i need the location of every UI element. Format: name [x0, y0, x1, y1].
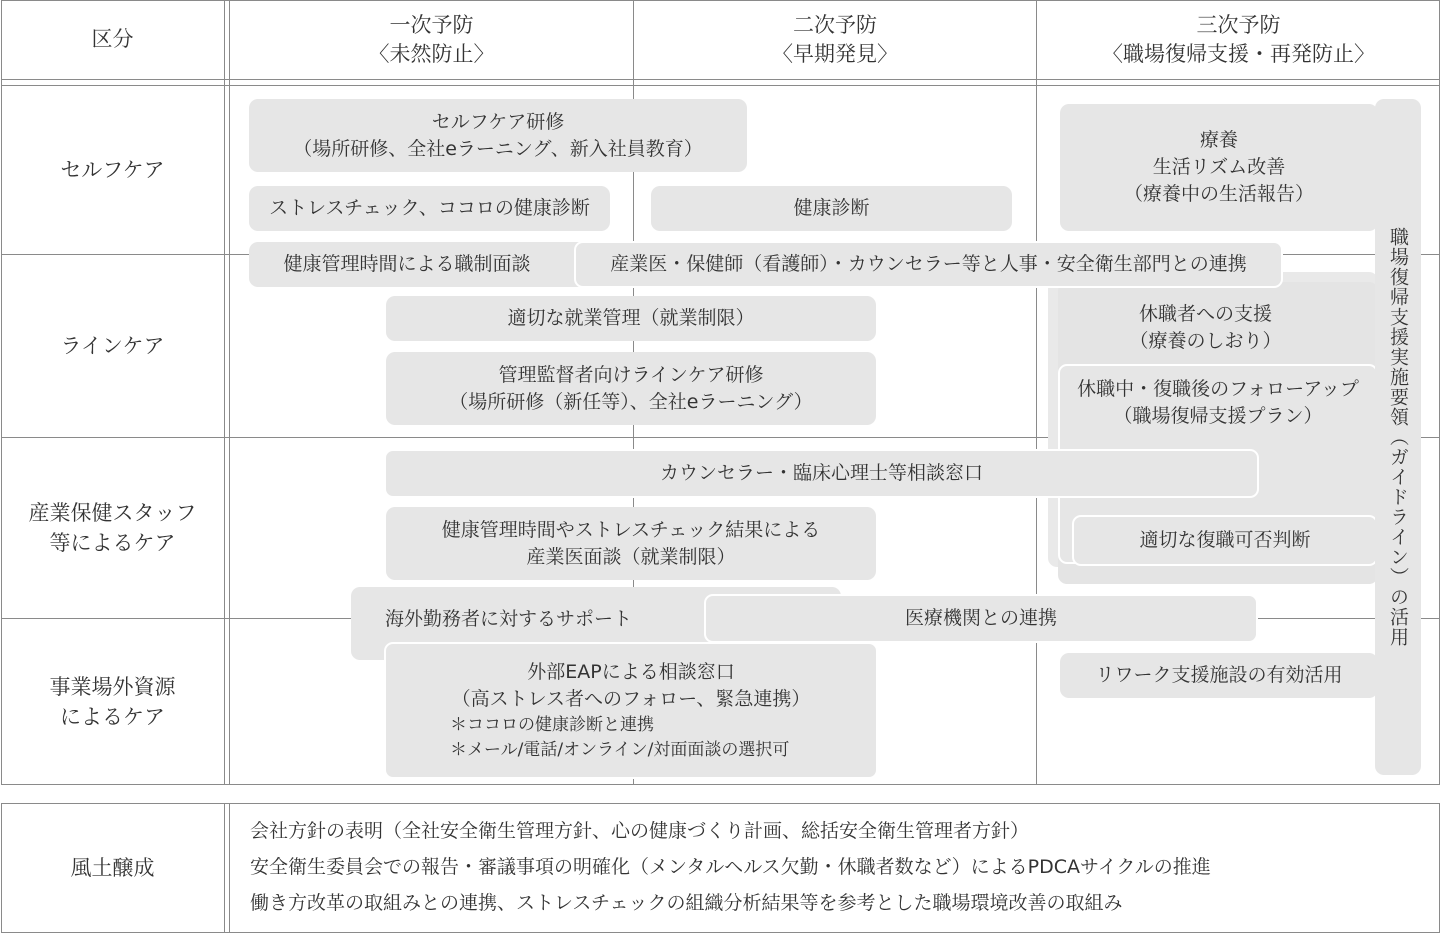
manager-training-line1: 管理監督者向けラインケア研修: [498, 363, 764, 386]
selfcare-training-box: [249, 99, 747, 172]
recuperation-line2: 生活リズム改善: [1152, 156, 1286, 178]
selfcare-training-line2: （場所研修、全社eラーニング、新入社員教育）: [293, 137, 703, 160]
coordination-label: 産業医・保健師（看護師）・カウンセラー等と人事・安全衛生部門との連携: [610, 253, 1247, 275]
header-secondary-title: 二次予防: [793, 12, 877, 37]
header-primary-title: 一次予防: [389, 12, 474, 37]
followup-line2: （職場復帰支援プラン）: [1113, 405, 1323, 427]
stress-check-label: ストレスチェック、ココロの健康診断: [269, 197, 590, 219]
header-tertiary-subtitle: 〈職場復帰支援・再発防止〉: [1102, 41, 1375, 66]
physician-interview-box: [386, 507, 876, 580]
row-label-line-care: [1, 255, 224, 437]
overseas-support-label: 海外勤務者に対するサポート: [385, 608, 633, 630]
coordination-box: [574, 241, 1283, 288]
leave-support-line2: （療養のしおり）: [1129, 330, 1282, 352]
self-care-label: セルフケア: [60, 158, 165, 182]
external-care-label-line2: によるケア: [60, 705, 165, 729]
category-column-divider-inner: [229, 0, 230, 785]
culture-label-cell: [1, 804, 224, 932]
guideline-vertical-box: [1375, 99, 1421, 775]
external-care-label-line1: 事業場外資源: [49, 675, 176, 699]
eap-line2: （高ストレス者へのフォロー、緊急連携）: [451, 687, 811, 710]
eap-box: [384, 642, 878, 779]
physician-interview-line1: 健康管理時間やストレスチェック結果による: [441, 518, 821, 541]
guideline-label: 職場復帰支援実施要領（ガイドライン）の活用: [1387, 227, 1409, 647]
physician-interview-line2: 産業医面談（就業制限）: [526, 545, 736, 568]
rework-box: [1060, 653, 1378, 698]
culture-line-3: 働き方改革の取組みとの連携、ストレスチェックの組織分析結果等を参考とした職場環境改善の取組み: [250, 892, 1123, 914]
culture-column-divider: [224, 803, 225, 933]
eap-line1: 外部EAPによる相談窓口: [527, 660, 735, 683]
recuperation-box: [1060, 104, 1378, 231]
header-primary: [230, 0, 633, 79]
row-label-self-care: [1, 86, 224, 254]
culture-line-1: 会社方針の表明（全社安全衛生管理方針、心の健康づくり計画、総括安全衛生管理者方針）: [250, 820, 1030, 842]
header-category-label: 区分: [91, 27, 134, 51]
header-secondary: [634, 0, 1036, 79]
work-management-label: 適切な就業管理（就業制限）: [507, 307, 755, 329]
recuperation-line1: 療養: [1199, 129, 1238, 151]
supervisor-interview-box: [249, 242, 595, 287]
counselor-box: [384, 449, 1259, 498]
leave-support-text: [1048, 296, 1363, 360]
staff-care-label-line2: 等によるケア: [49, 531, 176, 555]
health-checkup-label: 健康診断: [793, 197, 870, 219]
eap-note-2: ＊メール/電話/オンライン/対面面談の選択可: [450, 739, 790, 760]
header-tertiary: [1037, 0, 1440, 79]
secondary-tertiary-divider: [1036, 0, 1037, 785]
eap-note-1: ＊ココロの健康診断と連携: [450, 714, 654, 735]
followup-line1: 休職中・復職後のフォローアップ: [1077, 378, 1359, 400]
header-primary-subtitle: 〈未然防止〉: [368, 41, 495, 66]
rework-label: リワーク支援施設の有効活用: [1095, 664, 1343, 686]
health-checkup-box: [651, 186, 1012, 231]
culture-label: 風土醸成: [70, 856, 155, 880]
supervisor-interview-label: 健康管理時間による職制面談: [283, 253, 531, 275]
staff-care-label-line1: 産業保健スタッフ: [28, 501, 197, 525]
category-column-divider: [224, 0, 225, 785]
return-judgment-label: 適切な復職可否判断: [1139, 529, 1311, 551]
row-label-staff-care: [1, 438, 224, 618]
work-management-box: [386, 296, 876, 341]
header-category: [1, 0, 224, 79]
manager-training-box: [386, 352, 876, 425]
header-tertiary-title: 三次予防: [1196, 12, 1281, 37]
culture-line-2: 安全衛生委員会での報告・審議事項の明確化（メンタルヘルス欠勤・休職者数など）によるPDCAサイクルの推進: [250, 856, 1211, 878]
manager-training-line2: （場所研修（新任等）、全社eラーニング）: [449, 390, 813, 413]
header-divider: [1, 79, 1440, 80]
selfcare-training-line1: セルフケア研修: [431, 110, 565, 133]
medical-coordination-label: 医療機関との連携: [904, 607, 1057, 629]
return-judgment-box: [1072, 515, 1378, 566]
culture-column-divider-inner: [229, 803, 230, 933]
stress-check-box: [249, 186, 610, 231]
row-label-external-care: [1, 619, 224, 785]
line-care-label: ラインケア: [60, 334, 165, 358]
medical-coordination-box: [704, 594, 1258, 643]
header-secondary-subtitle: 〈早期発見〉: [772, 41, 898, 66]
recuperation-line3: （療養中の生活報告）: [1123, 183, 1314, 205]
leave-support-line1: 休職者への支援: [1138, 303, 1272, 325]
counselor-label: カウンセラー・臨床心理士等相談窓口: [659, 462, 983, 484]
